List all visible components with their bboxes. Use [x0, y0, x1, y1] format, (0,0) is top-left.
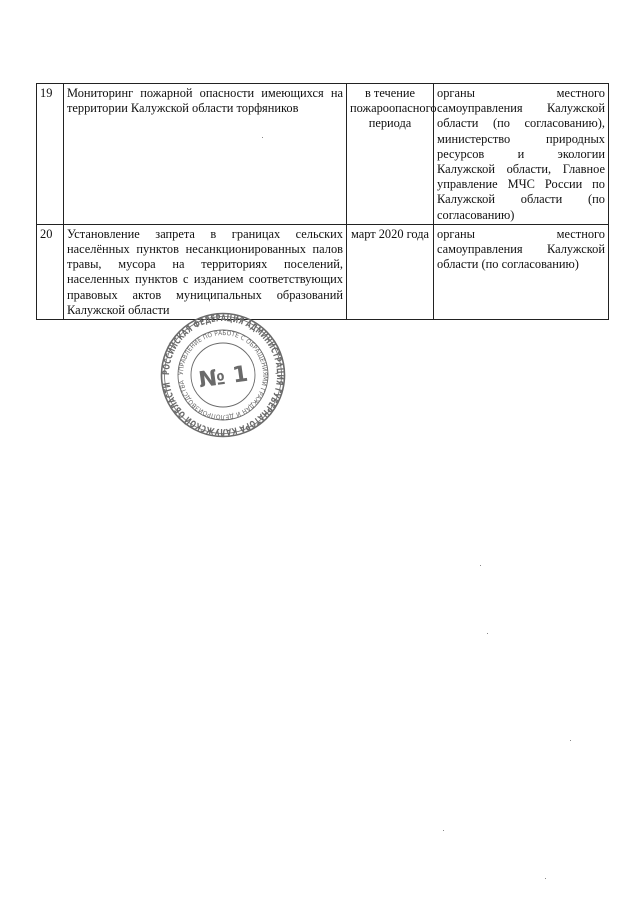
svg-text:РОССИЙСКАЯ ФЕДЕРАЦИЯ АДМИНИСТР: РОССИЙСКАЯ ФЕДЕРАЦИЯ АДМИНИСТРАЦИЯ ГУБЕРНАТОРА КАЛУЖСКОЙ ОБЛАСТИ [160, 312, 286, 438]
scan-speck [545, 878, 546, 879]
svg-text:УПРАВЛЕНИЕ ПО РАБОТЕ С ОБРАЩЕН: УПРАВЛЕНИЕ ПО РАБОТЕ С ОБРАЩЕНИЯМИ ГРАЖДАН И ДЕЛОПРОИЗВОДСТВА [177, 329, 269, 421]
scan-speck [480, 565, 481, 566]
term-cell: март 2020 года [347, 224, 434, 319]
scan-speck [443, 830, 444, 831]
scan-speck [570, 740, 571, 741]
official-seal-stamp [160, 312, 286, 438]
svg-text:№ 1: № 1 [197, 361, 250, 394]
activity-cell: Установление запрета в границах сельских населённых пунктов несанкционированных палов травы, мусора на территориях поселений, населенных пунктов с изданием соответствующих правовых актов муниципальных образований Калужской области [64, 224, 347, 319]
activity-cell: Мониторинг пожарной опасности имеющихся на территории Калужской области торфяников [64, 84, 347, 225]
measures-table [36, 83, 609, 320]
scan-speck [262, 137, 263, 138]
table-row [37, 84, 609, 225]
responsible-cell: органы местного самоуправления Калужской области (по согласованию), министерство природных ресурсов и экологии Калужской области, Главное управление МЧС России по Калужской области (по согласованию) [434, 84, 609, 225]
scan-speck [487, 633, 488, 634]
row-number: 20 [37, 224, 64, 319]
responsible-cell: органы местного самоуправления Калужской области (по согласованию) [434, 224, 609, 319]
table-row [37, 224, 609, 319]
term-cell: в течение пожароопасного периода [347, 84, 434, 225]
row-number: 19 [37, 84, 64, 225]
